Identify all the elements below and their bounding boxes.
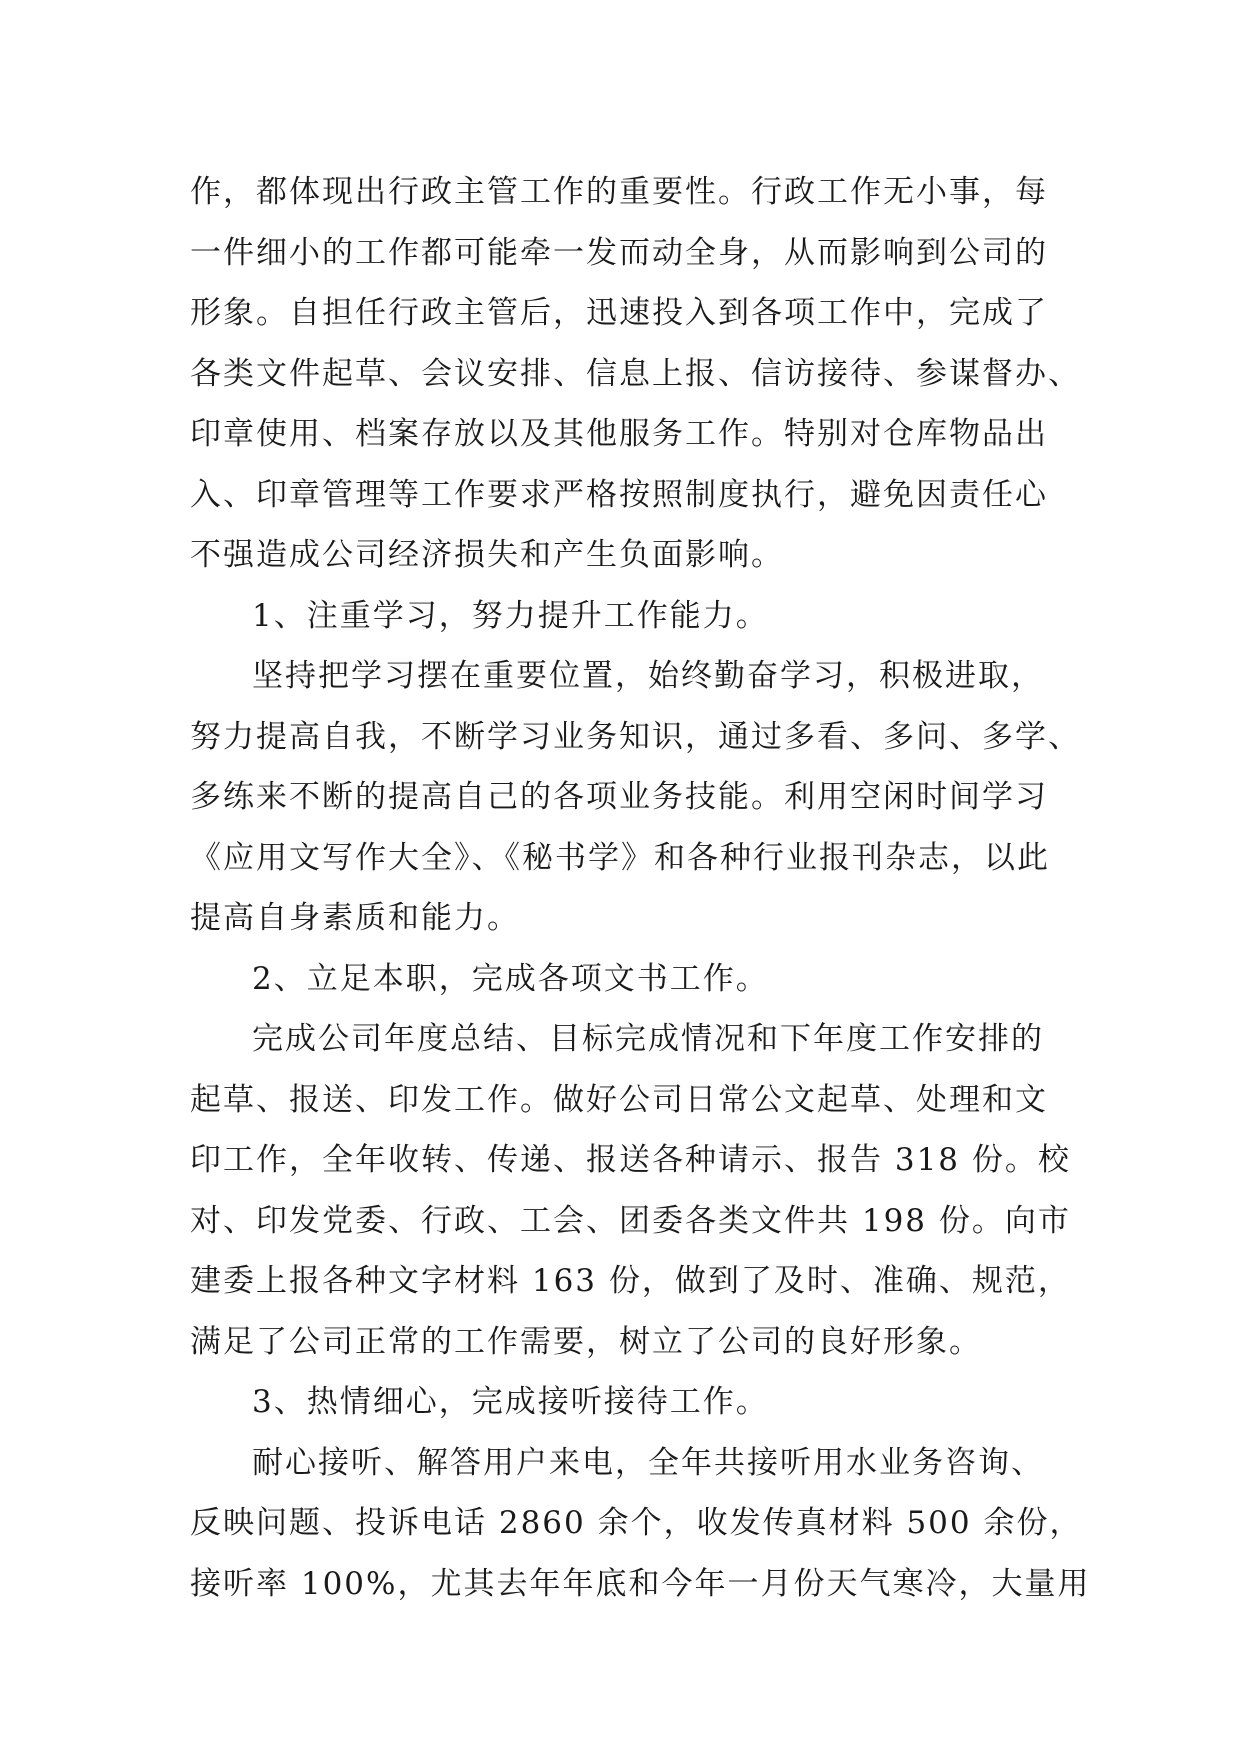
text-line: 对、印发党委、行政、工会、团委各类文件共 198 份。向市 [190, 1202, 1071, 1239]
section-heading: 3、热情细心，完成接听接待工作。 [252, 1384, 769, 1420]
text-line: 反映问题、投诉电话 2860 余个，收发传真材料 500 余份， [190, 1505, 1083, 1541]
text-line: 建委上报各种文字材料 163 份，做到了及时、准确、规范， [190, 1263, 1071, 1299]
text-line: 作，都体现出行政主管工作的重要性。行政工作无小事，每 [190, 174, 1048, 210]
text-line: 不强造成公司经济损失和产生负面影响。 [190, 537, 784, 573]
text-line: 各类文件起草、会议安排、信息上报、信访接待、参谋督办、 [190, 355, 1081, 392]
text-line: 入、印章管理等工作要求严格按照制度执行，避免因责任心 [190, 476, 1048, 513]
text-line: 接听率 100%，尤其去年年底和今年一月份天气寒冷，大量用 [190, 1565, 1091, 1602]
text-line: 完成公司年度总结、目标完成情况和下年度工作安排的 [252, 1021, 1044, 1057]
text-line: 起草、报送、印发工作。做好公司日常公文起草、处理和文 [190, 1081, 1048, 1118]
text-line: 印工作，全年收转、传递、报送各种请示、报告 318 份。校 [190, 1142, 1071, 1178]
text-line: 印章使用、档案存放以及其他服务工作。特别对仓库物品出 [190, 416, 1048, 452]
text-line: 满足了公司正常的工作需要，树立了公司的良好形象。 [190, 1323, 982, 1360]
text-line: 坚持把学习摆在重要位置，始终勤奋学习，积极进取， [252, 658, 1044, 694]
text-line: 耐心接听、解答用户来电，全年共接听用水业务咨询、 [252, 1444, 1044, 1481]
text-line: 《应用文写作大全》、《秘书学》和各种行业报刊杂志，以此 [190, 839, 1050, 876]
text-line: 提高自身素质和能力。 [190, 900, 520, 936]
text-line: 努力提高自我，不断学习业务知识，通过多看、多问、多学、 [190, 718, 1081, 755]
text-line: 形象。自担任行政主管后，迅速投入到各项工作中，完成了 [190, 295, 1048, 331]
section-heading: 2、立足本职，完成各项文书工作。 [252, 960, 769, 997]
section-heading: 1、注重学习，努力提升工作能力。 [252, 597, 769, 634]
text-line: 多练来不断的提高自己的各项业务技能。利用空闲时间学习 [190, 779, 1048, 815]
body-text [190, 162, 1091, 1614]
text-line: 一件细小的工作都可能牵一发而动全身，从而影响到公司的 [190, 234, 1048, 271]
